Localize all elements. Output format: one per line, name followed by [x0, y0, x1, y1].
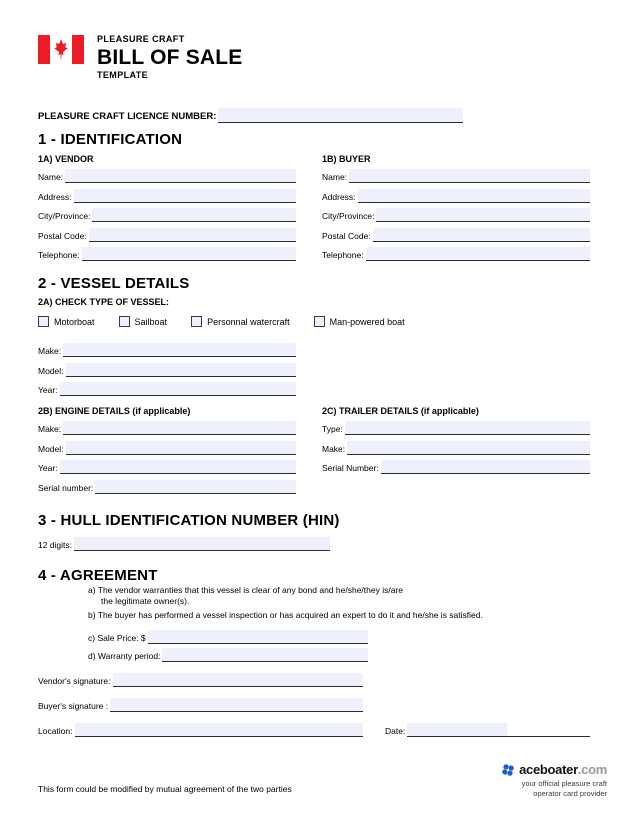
vendor-signature-label: Vendor's signature: [38, 676, 111, 686]
vessel-year-input[interactable] [60, 382, 296, 396]
brand-tagline [501, 779, 607, 798]
hull-digits-input[interactable] [74, 537, 330, 551]
engine-year-input[interactable] [60, 460, 296, 474]
agreement-sale-price-label: c) Sale Price: $ [88, 633, 146, 643]
buyer-city-province-input[interactable] [376, 208, 590, 222]
propeller-icon [501, 763, 515, 777]
buyer-signature-row [38, 698, 363, 712]
buyer-telephone-row [322, 247, 590, 261]
engine-serial-number-input[interactable] [95, 480, 296, 494]
checkbox-sailboat[interactable] [119, 316, 130, 327]
buyer-postal-code-label: Postal Code: [322, 230, 371, 241]
brand-tagline-line2: operator card provider [533, 788, 607, 798]
buyer-name-label: Name: [322, 172, 348, 182]
vessel-fields [38, 343, 296, 402]
engine-serial-number-row [38, 480, 296, 494]
vessel-make-row [38, 343, 296, 357]
date-row [385, 723, 590, 737]
location-row [38, 723, 363, 737]
hull-digits-label: 12 digits: [38, 540, 73, 550]
agreement-item-b: b) The buyer has performed a vessel inspection or has acquired an expert to do it and he/she is satisfied. [88, 610, 483, 620]
checkbox-item-sailboat[interactable] [119, 316, 168, 327]
maple-leaf-icon [51, 38, 71, 61]
date-label: Date: [385, 726, 406, 736]
trailer-type-row [322, 421, 590, 435]
agreement-warranty-period-label: d) Warranty period: [88, 651, 161, 661]
trailer-make-label: Make: [322, 443, 346, 454]
trailer-make-row [322, 441, 590, 455]
licence-number-label: PLEASURE CRAFT LICENCE NUMBER: [38, 111, 217, 122]
location-label: Location: [38, 726, 73, 736]
brand-tld: .com [577, 762, 607, 777]
vessel-model-input[interactable] [66, 363, 296, 377]
location-input[interactable] [75, 723, 364, 737]
agreement-warranty-period-input[interactable] [162, 648, 368, 662]
vessel-model-label: Model: [38, 365, 64, 376]
form-modification-note: This form could be modified by mutual agreement of the two parties [38, 784, 292, 794]
header-line-1: PLEASURE CRAFT [97, 34, 185, 44]
buyer-address-row [322, 189, 590, 203]
buyer-name-row [322, 169, 590, 183]
page-title: BILL OF SALE [97, 46, 243, 69]
flag-left-bar [38, 35, 50, 64]
checkbox-motorboat[interactable] [38, 316, 49, 327]
hull-digits-row [38, 537, 330, 551]
header-line-3: TEMPLATE [97, 70, 149, 80]
checkbox-item-motorboat[interactable] [38, 316, 95, 327]
vessel-model-row [38, 363, 296, 377]
trailer-make-input[interactable] [347, 441, 590, 455]
vendor-city-province-label: City/Province: [38, 211, 91, 221]
buyer-address-input[interactable] [358, 189, 590, 203]
buyer-telephone-input[interactable] [366, 247, 590, 261]
checkbox-label-man-powered-boat: Man-powered boat [329, 316, 405, 327]
vessel-year-label: Year: [38, 385, 58, 395]
checkbox-item-personal-watercraft[interactable] [191, 316, 290, 327]
buyer-telephone-label: Telephone: [322, 250, 364, 260]
vendor-postal-code-label: Postal Code: [38, 230, 87, 241]
vessel-make-label: Make: [38, 346, 62, 356]
subheading-vendor: 1A) VENDOR [38, 154, 94, 164]
buyer-signature-input[interactable] [110, 698, 363, 712]
vendor-address-row [38, 189, 296, 203]
vendor-city-province-row [38, 208, 296, 222]
agreement-item-a-line2: the legitimate owner(s). [101, 596, 190, 606]
date-input[interactable] [407, 723, 590, 737]
vendor-address-label: Address: [38, 191, 72, 202]
subheading-check-type-of-vessel: 2A) CHECK TYPE OF VESSEL: [38, 297, 170, 307]
engine-year-label: Year: [38, 463, 58, 473]
buyer-fields [322, 169, 590, 267]
checkbox-label-personal-watercraft: Personnal watercraft [207, 316, 290, 327]
buyer-city-province-row [322, 208, 590, 222]
brand-tagline-line1: your official pleasure craft [521, 779, 607, 788]
agreement-sale-price-input[interactable] [148, 630, 368, 644]
agreement-item-a [88, 585, 588, 607]
engine-model-row [38, 441, 296, 455]
document-header [38, 35, 243, 80]
section-heading-agreement: 4 - AGREEMENT [38, 567, 158, 584]
checkbox-item-man-powered-boat[interactable] [314, 316, 405, 327]
engine-make-input[interactable] [63, 421, 296, 435]
vendor-signature-row [38, 673, 363, 687]
checkbox-label-motorboat: Motorboat [54, 316, 95, 327]
trailer-serial-number-row [322, 460, 590, 474]
engine-model-input[interactable] [66, 441, 296, 455]
vendor-name-input[interactable] [65, 169, 296, 183]
checkbox-man-powered-boat[interactable] [314, 316, 325, 327]
vendor-postal-code-row [38, 228, 296, 242]
engine-make-row [38, 421, 296, 435]
vendor-name-label: Name: [38, 172, 64, 182]
engine-year-row [38, 460, 296, 474]
agreement-sale-price-row [88, 630, 368, 644]
buyer-address-label: Address: [322, 191, 356, 202]
section-heading-identification: 1 - IDENTIFICATION [38, 131, 183, 148]
agreement-warranty-period-row [88, 648, 368, 662]
header-title-block [97, 35, 243, 80]
canada-flag-icon [38, 35, 84, 64]
engine-fields [38, 421, 296, 499]
engine-serial-number-label: Serial number: [38, 482, 94, 493]
buyer-name-input[interactable] [349, 169, 590, 183]
engine-model-label: Model: [38, 443, 64, 454]
vendor-signature-input[interactable] [113, 673, 363, 687]
engine-make-label: Make: [38, 424, 62, 434]
vendor-telephone-input[interactable] [82, 247, 296, 261]
vendor-fields [38, 169, 296, 267]
trailer-type-input[interactable] [345, 421, 590, 435]
buyer-postal-code-row [322, 228, 590, 242]
buyer-postal-code-input[interactable] [373, 228, 590, 242]
buyer-signature-label: Buyer's signature : [38, 701, 109, 711]
trailer-fields [322, 421, 590, 480]
licence-number-row [38, 108, 463, 123]
vendor-postal-code-input[interactable] [89, 228, 296, 242]
checkbox-personal-watercraft[interactable] [191, 316, 202, 327]
subheading-trailer-details: 2C) TRAILER DETAILS (if applicable) [322, 406, 479, 416]
checkbox-label-sailboat: Sailboat [134, 316, 168, 327]
buyer-city-province-label: City/Province: [322, 211, 375, 221]
section-heading-vessel-details: 2 - VESSEL DETAILS [38, 275, 190, 292]
vessel-year-row [38, 382, 296, 396]
subheading-buyer: 1B) BUYER [322, 154, 371, 164]
vendor-name-row [38, 169, 296, 183]
flag-right-bar [72, 35, 84, 64]
brand-name-row [501, 762, 607, 777]
vendor-telephone-label: Telephone: [38, 250, 80, 260]
licence-number-input[interactable] [218, 108, 463, 123]
agreement-item-a-line1: a) The vendor warranties that this vessel is clear of any bond and he/she/they is/are [88, 585, 403, 595]
section-heading-hull-identification: 3 - HULL IDENTIFICATION NUMBER (HIN) [38, 512, 340, 529]
brand-name: aceboater [519, 762, 578, 777]
vendor-city-province-input[interactable] [92, 208, 296, 222]
trailer-serial-number-input[interactable] [381, 460, 590, 474]
trailer-type-label: Type: [322, 424, 343, 434]
vendor-telephone-row [38, 247, 296, 261]
aceboater-logo[interactable] [501, 762, 607, 798]
subheading-engine-details: 2B) ENGINE DETAILS (if applicable) [38, 406, 191, 416]
vessel-make-input[interactable] [63, 343, 296, 357]
vessel-type-checkbox-group [38, 316, 405, 327]
vendor-address-input[interactable] [74, 189, 296, 203]
trailer-serial-number-label: Serial Number: [322, 463, 379, 473]
